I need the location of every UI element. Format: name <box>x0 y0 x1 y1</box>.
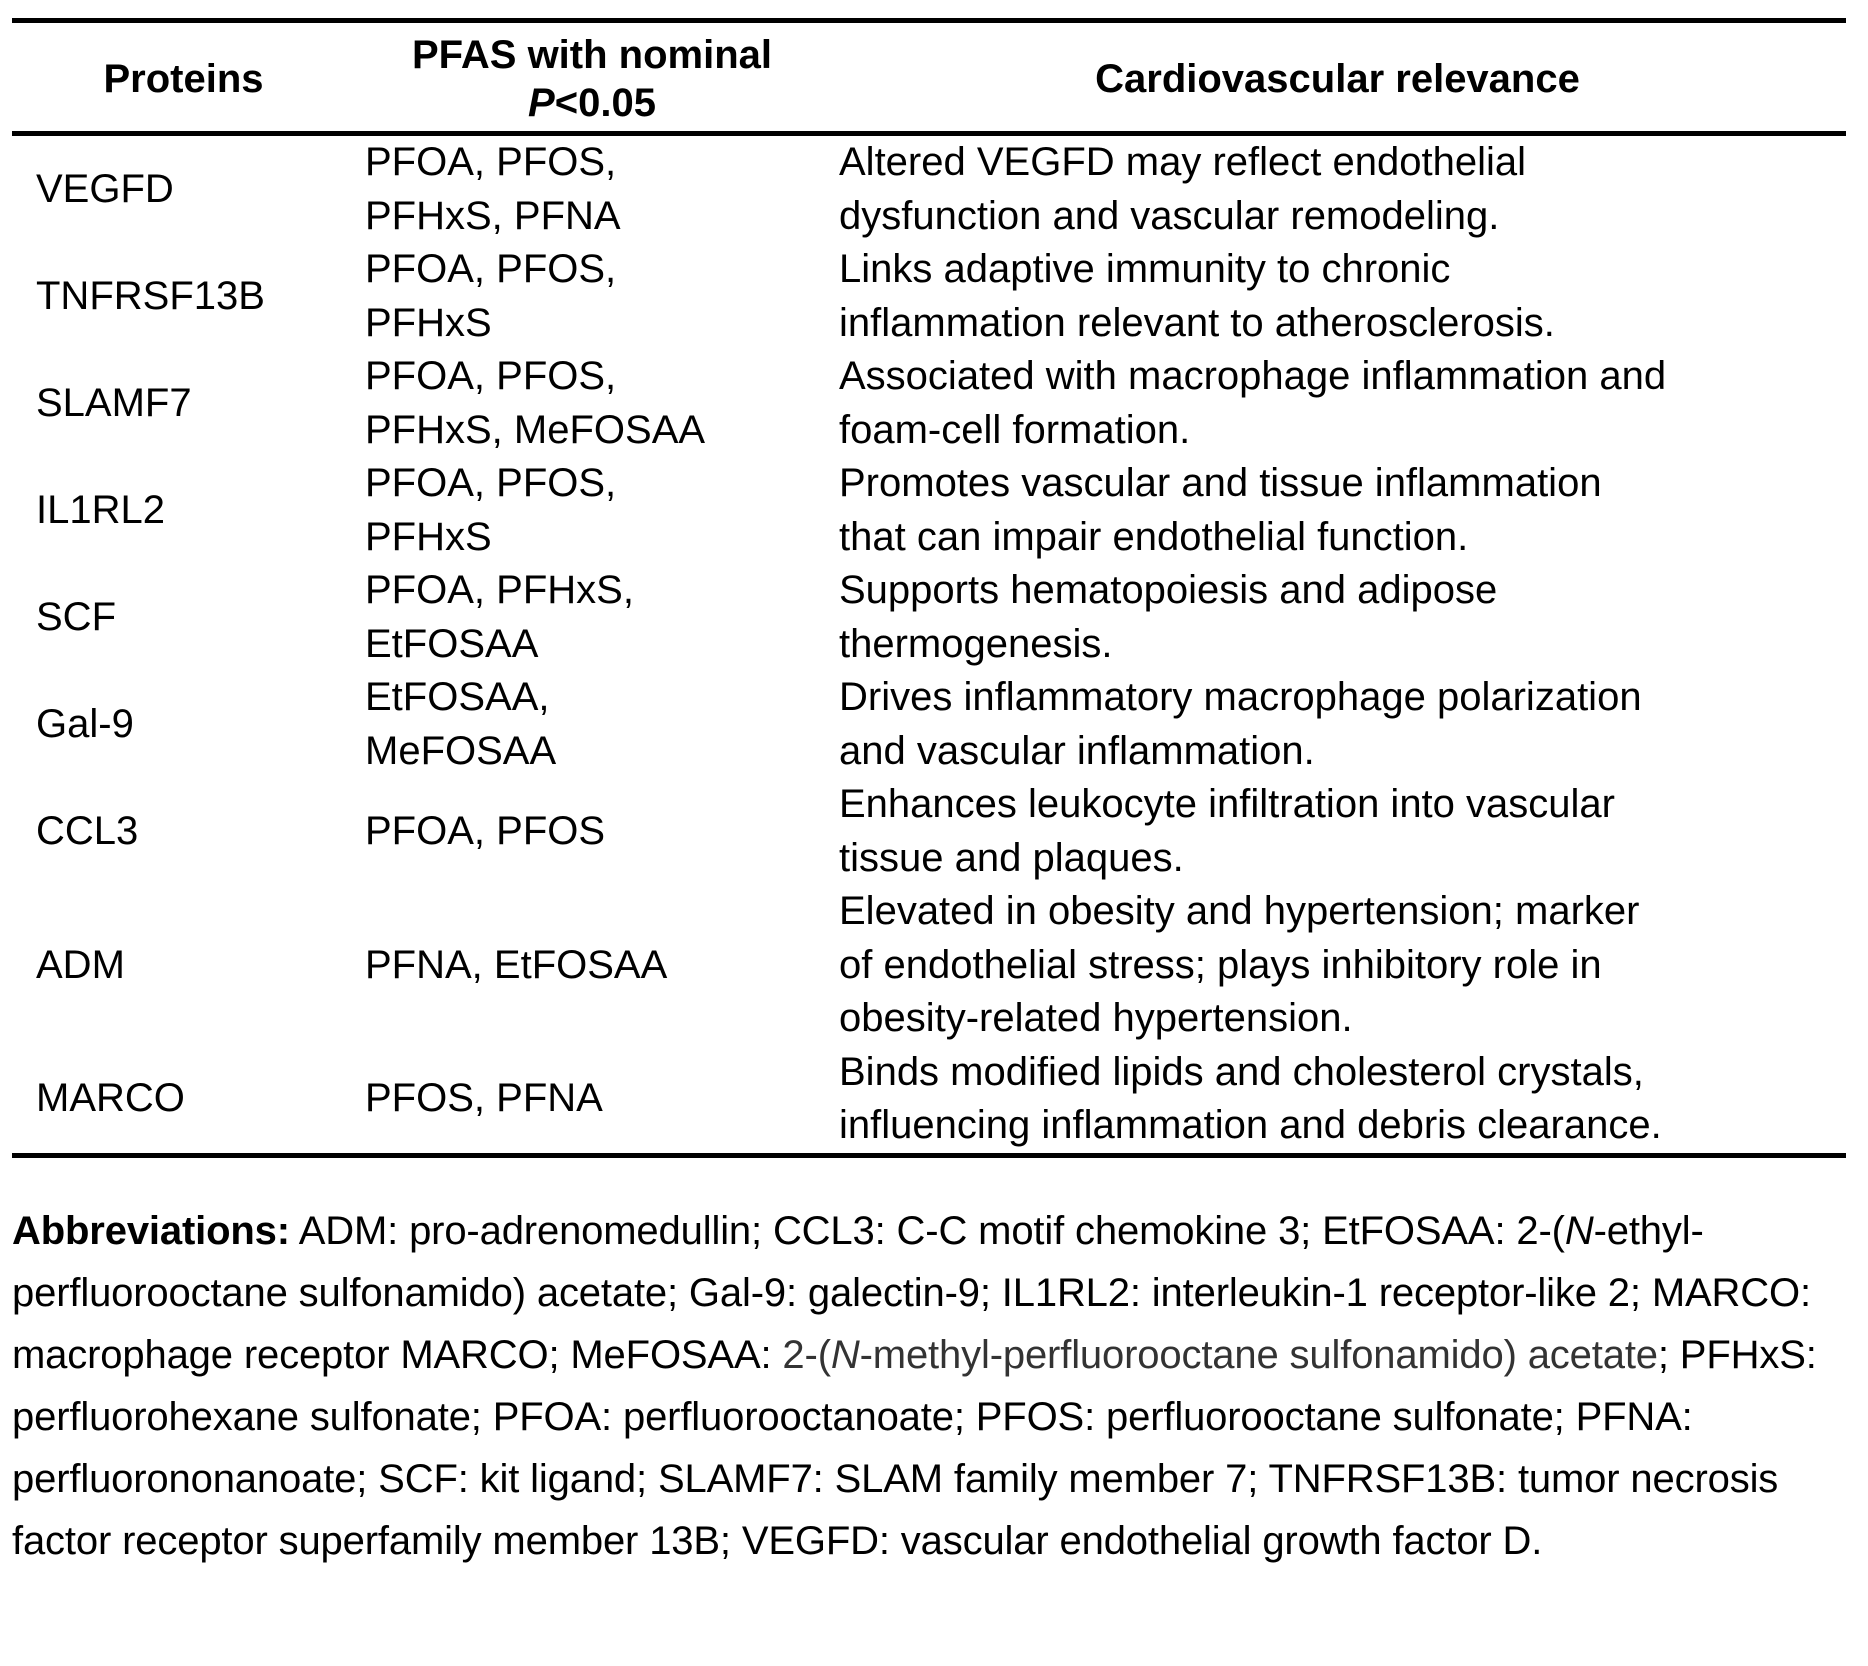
pfas-line: PFHxS <box>365 300 492 345</box>
pfas-line: PFOA, PFOS, <box>365 247 617 291</box>
table-row <box>12 671 1846 778</box>
relevance-cell <box>829 134 1846 244</box>
relevance-line: Links adaptive immunity to chronic <box>839 247 1451 291</box>
protein-cell <box>12 778 355 885</box>
relevance-cell <box>829 243 1846 350</box>
protein-cell <box>12 457 355 564</box>
table-body <box>12 134 1846 1156</box>
pfas-line: PFOA, PFHxS, <box>365 568 634 612</box>
pfas-line: EtFOSAA, <box>365 675 550 719</box>
abbreviations-label: Abbreviations: <box>12 1208 290 1253</box>
relevance-cell <box>829 1046 1846 1156</box>
protein-table <box>12 18 1846 1158</box>
abbreviations-gray-2: -methyl-perfluorooctane sulfonamido) acetate <box>859 1332 1658 1377</box>
relevance-line: dysfunction and vascular remodeling. <box>839 193 1500 238</box>
pfas-cell <box>355 350 829 457</box>
abbreviations-note <box>12 1200 1846 1572</box>
pfas-line: PFHxS <box>365 514 492 559</box>
relevance-line: Binds modified lipids and cholesterol crystals, <box>839 1049 1644 1094</box>
header-pfas-line1: PFAS with nominal <box>411 33 773 77</box>
pfas-cell <box>355 885 829 1046</box>
pfas-cell <box>355 1046 829 1156</box>
pfas-line: PFOS, PFNA <box>365 1076 603 1121</box>
table-row <box>12 885 1846 1046</box>
table-row <box>12 778 1846 885</box>
pfas-cell <box>355 778 829 885</box>
table-row <box>12 350 1846 457</box>
pfas-line: PFOA, PFOS, <box>365 140 617 184</box>
pfas-line: MeFOSAA <box>365 728 557 773</box>
table-row <box>12 134 1846 244</box>
protein-cell <box>12 564 355 671</box>
table-sheet <box>12 18 1846 1572</box>
header-proteins: Proteins <box>103 57 264 101</box>
header-pfas-threshold: <0.05 <box>554 81 656 125</box>
relevance-line: Elevated in obesity and hypertension; marker <box>839 889 1640 933</box>
abbreviations-gray-1: 2-( <box>782 1332 831 1377</box>
protein-name: SCF <box>36 594 116 639</box>
pfas-line: PFOA, PFOS, <box>365 461 617 505</box>
pfas-cell <box>355 243 829 350</box>
table-row <box>12 243 1846 350</box>
relevance-line: foam-cell formation. <box>839 407 1191 452</box>
relevance-cell <box>829 564 1846 671</box>
relevance-cell <box>829 671 1846 778</box>
relevance-line: and vascular inflammation. <box>839 728 1315 773</box>
protein-name: TNFRSF13B <box>36 273 265 318</box>
pfas-line: PFNA, EtFOSAA <box>365 942 668 987</box>
relevance-line: Drives inflammatory macrophage polarization <box>839 675 1642 719</box>
protein-name: SLAMF7 <box>36 380 192 425</box>
protein-name: VEGFD <box>36 166 174 211</box>
relevance-line: thermogenesis. <box>839 621 1113 666</box>
protein-name: IL1RL2 <box>36 487 165 532</box>
relevance-line: obesity-related hypertension. <box>839 996 1353 1040</box>
table-row <box>12 457 1846 564</box>
pfas-line: PFHxS, MeFOSAA <box>365 407 706 452</box>
protein-name: CCL3 <box>36 808 139 853</box>
pfas-line: PFOA, PFOS <box>365 808 606 853</box>
relevance-cell <box>829 457 1846 564</box>
protein-cell <box>12 671 355 778</box>
relevance-line: Promotes vascular and tissue inflammation <box>839 461 1602 505</box>
protein-cell <box>12 1046 355 1156</box>
abbreviations-italic-n-1: N <box>1564 1208 1594 1253</box>
relevance-line: Altered VEGFD may reflect endothelial <box>839 140 1526 184</box>
pfas-line: PFOA, PFOS, <box>365 354 617 398</box>
relevance-line: tissue and plaques. <box>839 835 1184 880</box>
protein-name: MARCO <box>36 1076 185 1121</box>
relevance-cell <box>829 778 1846 885</box>
relevance-line: of endothelial stress; plays inhibitory role in <box>839 942 1602 987</box>
protein-name: ADM <box>36 942 125 987</box>
relevance-cell <box>829 885 1846 1046</box>
protein-cell <box>12 134 355 244</box>
header-pfas-p: P <box>528 81 555 125</box>
protein-name: Gal-9 <box>36 701 134 746</box>
pfas-line: EtFOSAA <box>365 621 539 666</box>
pfas-cell <box>355 564 829 671</box>
abbreviations-text-2: -ethyl-perfluorooctane sulfonamido) acetate; Gal-9: galectin-9; IL1RL2: interleukin-1 receptor-like 2; MARCO: macrophage receptor MARCO; MeFOSAA: <box>12 1208 1811 1377</box>
pfas-cell <box>355 134 829 244</box>
abbreviations-text-3: ; PFHxS: perfluorohexane sulfonate; PFOA: perfluorooctanoate; PFOS: perfluorooctane sulfonate; PFNA: perfluorononanoate; SCF: kit ligand; SLAMF7: SLAM family member 7; TNFRSF13B: tumor necrosis factor receptor superfamily member 13B; VEGFD: vascular endothelial growth factor D. <box>12 1332 1817 1563</box>
relevance-line: Supports hematopoiesis and adipose <box>839 568 1498 612</box>
protein-cell <box>12 885 355 1046</box>
pfas-line: PFHxS, PFNA <box>365 193 621 238</box>
header-relevance: Cardiovascular relevance <box>1095 57 1580 101</box>
protein-cell <box>12 243 355 350</box>
relevance-line: influencing inflammation and debris clearance. <box>839 1103 1662 1147</box>
table-row <box>12 1046 1846 1156</box>
relevance-line: that can impair endothelial function. <box>839 514 1469 559</box>
pfas-cell <box>355 671 829 778</box>
pfas-cell <box>355 457 829 564</box>
table-header-row <box>12 21 1846 134</box>
relevance-cell <box>829 350 1846 457</box>
abbreviations-italic-n-2: N <box>830 1332 860 1377</box>
header-pfas <box>355 21 829 134</box>
protein-cell <box>12 350 355 457</box>
relevance-line: Enhances leukocyte infiltration into vascular <box>839 782 1615 826</box>
relevance-line: Associated with macrophage inflammation and <box>839 354 1667 398</box>
table-row <box>12 564 1846 671</box>
abbreviations-text-1: ADM: pro-adrenomedullin; CCL3: C-C motif chemokine 3; EtFOSAA: 2-( <box>289 1208 1565 1253</box>
relevance-line: inflammation relevant to atherosclerosis. <box>839 300 1555 345</box>
